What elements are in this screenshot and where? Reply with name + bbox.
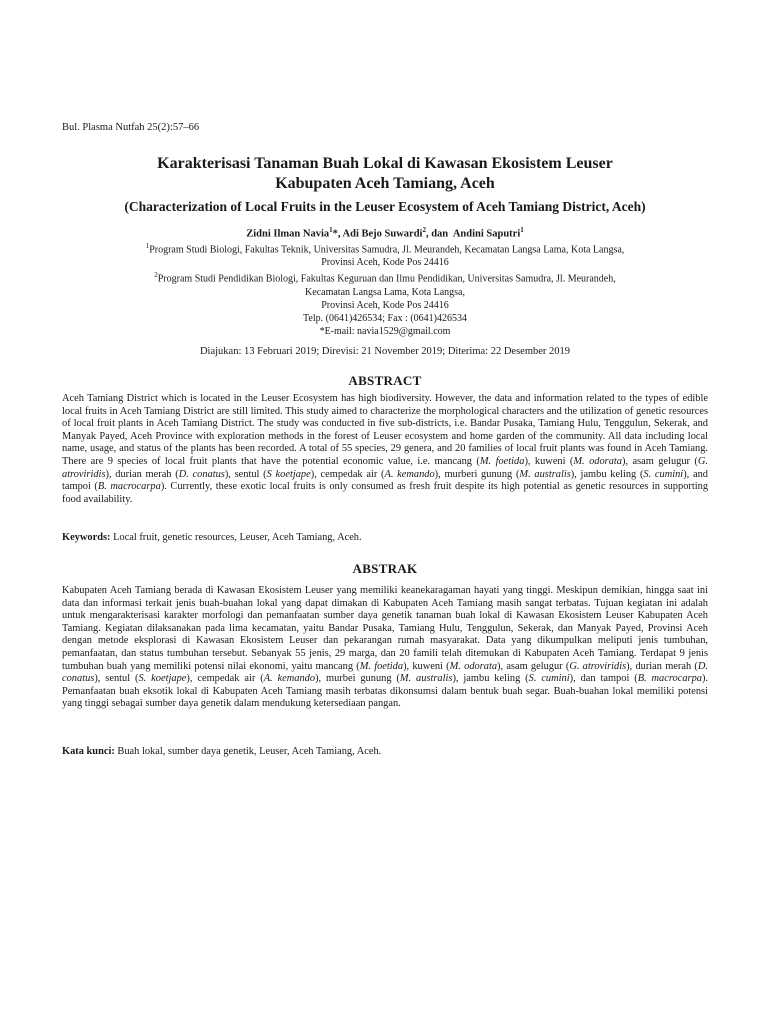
abstrak-text: ), asam gelugur ( (497, 660, 570, 672)
species-name: M. australis (519, 468, 571, 480)
species-name: M. australis (399, 673, 453, 685)
phone-fax: Telp. (0641)426534; Fax : (0641)426534 (302, 312, 467, 324)
abstrak-text: ). Pemanfaatan buah eksotik lokal di Kabupaten Aceh Tamiang masih terbatas dikonsumsi dalam bentuk buah segar. Buah-buahan lokal memiliki potensi yang tinggi sebagai sumber daya genetik dalam mendukung ketersediaan pangan. (62, 673, 709, 710)
abstract-text: ). Currently, these exotic local fruits is only consumed as fresh fruit despite its high potential as genetic resources in supporting food availability. (62, 481, 709, 505)
species-name: M. odorata (573, 455, 622, 467)
species-name: S. cumini (643, 468, 684, 480)
abstract-text: ), asam gelugur ( (622, 455, 698, 467)
author-3: Andini Saputri (452, 228, 521, 240)
abstrak-text: ), kuweni ( (403, 660, 450, 672)
affil-1-mark: 1 (145, 242, 150, 250)
abstrak-text: ), dan tampoi ( (569, 673, 638, 685)
abstract-text: ), and tampoi ( (62, 468, 708, 493)
author-2: Adi Bejo Suwardi (342, 228, 423, 240)
keywords-label: Keywords: (62, 532, 111, 543)
affil-2-mark: 2 (154, 271, 158, 280)
species-name: G. atroviridis (569, 660, 627, 672)
species-name: S koetjape (266, 468, 311, 480)
abstract-text: ), murberi gunung ( (434, 468, 520, 480)
abstract-text: ), durian merah ( (105, 468, 179, 480)
abstrak-text: Kabupaten Aceh Tamiang berada di Kawasan Ekosistem Leuser yang memiliki keanekaragaman hayati yang tinggi. Meskipun demikian, hingga saat ini data dan informasi terkait jenis buah-buahan lokal yang dapat dimakan di Kabupaten Aceh Tamiang masih sangat terbatas. Tujuan kegiatan ini adalah untuk mengarakterisasi karakter morfologi dan pemanfaatan sumber daya genetik tanaman buah lokal di Kawasan Ekosistem Leuser Kabupaten Aceh Tamiang. Kegiatan dilaksanakan pada lima kecamatan, yaitu Bandar Pusaka, Tamiang Hulu, Tenggulun, Sekerak, dan Manyak Payed, Provinsi Aceh dengan metode eksplorasi di Kawasan Ekosistem Leuser dan pekarangan rumah masyarakat. Data yang dikumpulkan meliputi jenis tumbuhan, pemanfaatan, dan status tumbuhan tersebut. Sebanyak 55 jenis, 29 marga, dan 20 famili telah ditemukan di Kabupaten Aceh Tamiang. Terdapat 9 jenis tumbuhan buah yang memiliki potensi nilai ekonomi, yaitu mancang ( (62, 585, 708, 672)
species-name: D. conatus (62, 660, 708, 685)
author-separator: , dan (425, 228, 449, 240)
abstrak-text: ), jambu keling ( (452, 673, 529, 685)
species-name: S. cumini (528, 673, 570, 685)
abstrak-heading: ABSTRAK (352, 561, 418, 576)
affil-2-line-2: Kecamatan Langsa Lama, Kota Langsa, (305, 286, 465, 298)
paper-title-english: (Characterization of Local Fruits in the Leuser Ecosystem of Aceh Tamiang District, Aceh) (124, 199, 646, 214)
abstrak-text: ), sentul ( (94, 673, 139, 685)
species-name: M. foetida (359, 660, 404, 672)
corresponding-mark: *, (332, 228, 341, 240)
author-3-affil: 1 (520, 226, 524, 234)
keywords (62, 532, 708, 543)
abstract-text: Aceh Tamiang District which is located in the Leuser Ecosystem has high biodiversity. However, the data and information related to the types of edible local fruits in Aceh Tamiang District are still limited. This study aimed to characterize the morphological characters and the utilization of genetic resources of local fruit plants in Aceh Tamiang District. The study was conducted in five sub-districts, i.e. Bandar Pusaka, Tamiang Hulu, Tenggulun, Sekerak, and Manyak Payed, Aceh Province with exploration methods in the forest of Leuser ecosystem and home garden of the community. All data including local name, usage, and status of the plants has been recorded. A total of 55 species, 29 genera, and 20 families of local fruit plants was found in Aceh Tamiang. There are 9 species of local fruit plants that have the potential economic value, i.e. mancang ( (62, 393, 708, 467)
paper-title (62, 154, 708, 194)
abstract-text: ), kuweni ( (524, 455, 574, 467)
affil-1-line-1: Program Studi Biologi, Fakultas Teknik, Universitas Samudra, Jl. Meurandeh, Kecamatan Langsa Lama, Kota Langsa, (149, 244, 625, 256)
species-name: B. macrocarpa (97, 481, 161, 493)
abstrak-text: ), murbei gunung ( (315, 673, 400, 685)
species-name: S. koetjape (138, 673, 187, 685)
title-line-1: Karakterisasi Tanaman Buah Lokal di Kawasan Ekosistem Leuser (157, 155, 613, 172)
species-name: A. kemando (384, 468, 435, 480)
abstrak-paragraph (62, 585, 708, 711)
abstract-text: ), cempedak air ( (310, 468, 385, 480)
kata-kunci-label: Kata kunci: (62, 746, 115, 757)
species-name: A. kemando (263, 673, 316, 685)
kata-kunci (62, 746, 708, 757)
author-1-affil: 1 (329, 226, 333, 234)
kata-kunci-text: Buah lokal, sumber daya genetik, Leuser, Aceh Tamiang, Aceh. (114, 746, 382, 757)
affil-2-line-3: Provinsi Aceh, Kode Pos 24416 (321, 299, 449, 311)
author-list (62, 226, 708, 240)
keywords-text: Local fruit, genetic resources, Leuser, Aceh Tamiang, Aceh. (110, 532, 362, 543)
email: *E-mail: navia1529@gmail.com (319, 325, 451, 337)
abstrak-text: ), durian merah ( (626, 660, 698, 672)
abstract-paragraph (62, 393, 708, 506)
affil-2-line-1: Program Studi Pendidikan Biologi, Fakultas Keguruan dan Ilmu Pendidikan, Universitas Samudra, Jl. Meurandeh, (157, 273, 616, 285)
species-name: M. foetida (479, 455, 525, 467)
author-1: Zidni Ilman Navia (246, 228, 330, 240)
abstract-text: ), jambu keling ( (570, 468, 644, 480)
author-2-affil: 2 (422, 226, 426, 234)
affil-1-line-2: Provinsi Aceh, Kode Pos 24416 (321, 257, 449, 269)
submission-dates: Diajukan: 13 Februari 2019; Direvisi: 21 November 2019; Diterima: 22 Desember 2019 (199, 346, 571, 357)
species-name: B. macrocarpa (637, 673, 702, 685)
affiliations (62, 240, 708, 338)
species-name: G. atroviridis (62, 455, 708, 480)
species-name: M. odorata (449, 660, 498, 672)
journal-citation: Bul. Plasma Nutfah 25(2):57–66 (62, 122, 200, 133)
species-name: D. conatus (178, 468, 225, 480)
abstrak-text: ), cempedak air ( (186, 673, 264, 685)
abstract-text: ), sentul ( (224, 468, 267, 480)
title-line-2: Kabupaten Aceh Tamiang, Aceh (275, 175, 495, 192)
abstract-heading: ABSTRACT (348, 373, 422, 388)
